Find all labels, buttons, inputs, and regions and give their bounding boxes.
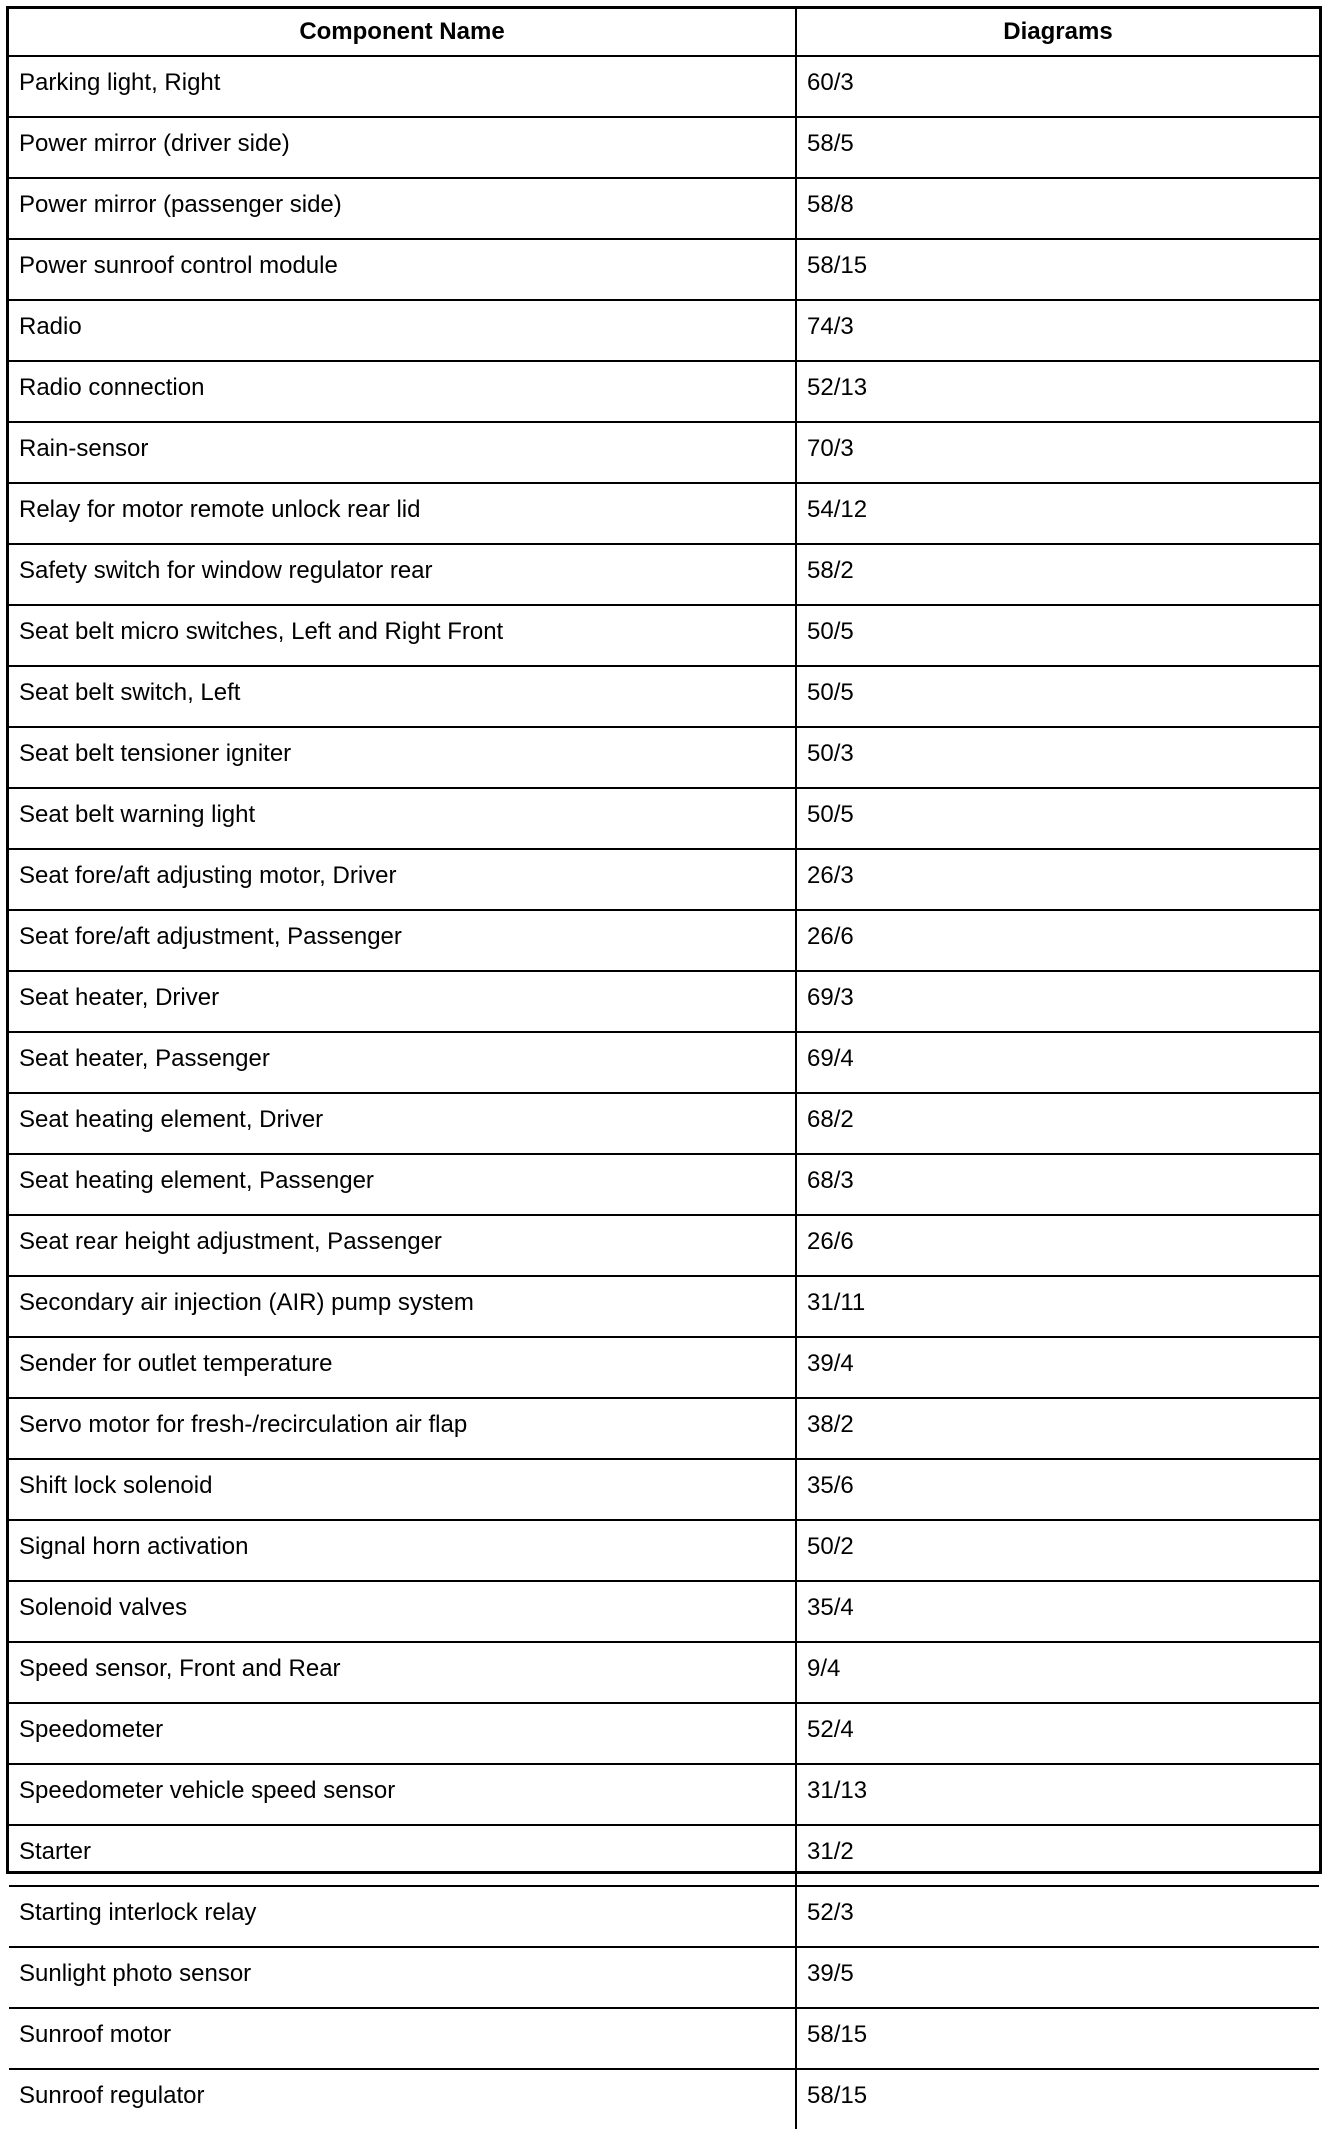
diagram-ref-cell: 58/2 — [796, 544, 1319, 605]
table-row — [9, 239, 1319, 300]
diagram-ref-cell: 52/3 — [796, 1886, 1319, 1947]
diagram-ref-cell: 31/2 — [796, 1825, 1319, 1886]
component-name-cell: Sunroof motor — [9, 2008, 796, 2069]
table-row — [9, 178, 1319, 239]
diagram-ref-cell: 39/4 — [796, 1337, 1319, 1398]
table-row — [9, 300, 1319, 361]
component-diagram-table-container — [6, 6, 1322, 2109]
table-row — [9, 605, 1319, 666]
diagram-ref-cell: 58/8 — [796, 178, 1319, 239]
table-row — [9, 483, 1319, 544]
diagram-ref-cell: 35/6 — [796, 1459, 1319, 1520]
table-row — [9, 361, 1319, 422]
table-row — [9, 1276, 1319, 1337]
table-row — [9, 788, 1319, 849]
table-row — [9, 422, 1319, 483]
diagram-ref-cell: 69/3 — [796, 971, 1319, 1032]
diagram-ref-cell: 50/3 — [796, 727, 1319, 788]
component-name-cell: Seat belt warning light — [9, 788, 796, 849]
diagram-ref-cell: 39/5 — [796, 1947, 1319, 2008]
component-name-cell: Starting interlock relay — [9, 1886, 796, 1947]
component-name-cell: Speedometer — [9, 1703, 796, 1764]
diagram-ref-cell: 54/12 — [796, 483, 1319, 544]
component-name-cell: Power mirror (driver side) — [9, 117, 796, 178]
component-name-cell: Signal horn activation — [9, 1520, 796, 1581]
component-name-cell: Power mirror (passenger side) — [9, 178, 796, 239]
component-name-cell: Safety switch for window regulator rear — [9, 544, 796, 605]
table-row — [9, 1398, 1319, 1459]
table-row — [9, 1093, 1319, 1154]
diagram-ref-cell: 68/3 — [796, 1154, 1319, 1215]
table-row — [9, 2069, 1319, 2129]
diagram-ref-cell: 52/4 — [796, 1703, 1319, 1764]
component-name-cell: Starter — [9, 1825, 796, 1886]
diagram-ref-cell: 68/2 — [796, 1093, 1319, 1154]
component-name-cell: Seat heating element, Passenger — [9, 1154, 796, 1215]
table-row — [9, 1886, 1319, 1947]
diagram-ref-cell: 31/13 — [796, 1764, 1319, 1825]
component-name-cell: Parking light, Right — [9, 56, 796, 117]
table-row — [9, 1581, 1319, 1642]
diagram-ref-cell: 26/6 — [796, 910, 1319, 971]
table-row — [9, 56, 1319, 117]
diagram-ref-cell: 9/4 — [796, 1642, 1319, 1703]
component-name-cell: Seat rear height adjustment, Passenger — [9, 1215, 796, 1276]
table-body — [9, 56, 1319, 2129]
table-row — [9, 1825, 1319, 1886]
diagram-ref-cell: 31/11 — [796, 1276, 1319, 1337]
column-header-diagrams: Diagrams — [796, 9, 1319, 56]
diagram-ref-cell: 50/5 — [796, 666, 1319, 727]
diagram-ref-cell: 58/15 — [796, 239, 1319, 300]
table-row — [9, 117, 1319, 178]
component-name-cell: Rain-sensor — [9, 422, 796, 483]
table-row — [9, 666, 1319, 727]
table-row — [9, 2008, 1319, 2069]
component-name-cell: Seat belt micro switches, Left and Right Front — [9, 605, 796, 666]
component-name-cell: Radio — [9, 300, 796, 361]
component-name-cell: Power sunroof control module — [9, 239, 796, 300]
diagram-ref-cell: 50/2 — [796, 1520, 1319, 1581]
table-row — [9, 1215, 1319, 1276]
column-header-component-name: Component Name — [9, 9, 796, 56]
table-row — [9, 971, 1319, 1032]
table-row — [9, 727, 1319, 788]
diagram-ref-cell: 35/4 — [796, 1581, 1319, 1642]
table-row — [9, 1032, 1319, 1093]
component-name-cell: Seat heater, Driver — [9, 971, 796, 1032]
table-row — [9, 910, 1319, 971]
component-name-cell: Radio connection — [9, 361, 796, 422]
diagram-ref-cell: 38/2 — [796, 1398, 1319, 1459]
component-diagram-table — [9, 9, 1319, 2129]
diagram-ref-cell: 50/5 — [796, 605, 1319, 666]
component-name-cell: Shift lock solenoid — [9, 1459, 796, 1520]
table-row — [9, 849, 1319, 910]
table-row — [9, 1947, 1319, 2008]
table-row — [9, 1154, 1319, 1215]
diagram-ref-cell: 52/13 — [796, 361, 1319, 422]
component-name-cell: Relay for motor remote unlock rear lid — [9, 483, 796, 544]
table-row — [9, 1642, 1319, 1703]
table-header-row — [9, 9, 1319, 56]
component-name-cell: Seat fore/aft adjusting motor, Driver — [9, 849, 796, 910]
component-name-cell: Speedometer vehicle speed sensor — [9, 1764, 796, 1825]
table-row — [9, 1459, 1319, 1520]
table-row — [9, 1703, 1319, 1764]
diagram-ref-cell: 69/4 — [796, 1032, 1319, 1093]
table-row — [9, 544, 1319, 605]
component-name-cell: Sender for outlet temperature — [9, 1337, 796, 1398]
diagram-ref-cell: 50/5 — [796, 788, 1319, 849]
table-row — [9, 1764, 1319, 1825]
diagram-ref-cell: 58/15 — [796, 2008, 1319, 2069]
diagram-ref-cell: 60/3 — [796, 56, 1319, 117]
component-name-cell: Sunlight photo sensor — [9, 1947, 796, 2008]
component-name-cell: Solenoid valves — [9, 1581, 796, 1642]
component-name-cell: Speed sensor, Front and Rear — [9, 1642, 796, 1703]
component-name-cell: Sunroof regulator — [9, 2069, 796, 2129]
component-name-cell: Seat belt switch, Left — [9, 666, 796, 727]
diagram-ref-cell: 58/5 — [796, 117, 1319, 178]
diagram-ref-cell: 26/3 — [796, 849, 1319, 910]
table-row — [9, 1520, 1319, 1581]
diagram-ref-cell: 58/15 — [796, 2069, 1319, 2129]
component-name-cell: Seat heater, Passenger — [9, 1032, 796, 1093]
component-name-cell: Servo motor for fresh-/recirculation air flap — [9, 1398, 796, 1459]
diagram-ref-cell: 26/6 — [796, 1215, 1319, 1276]
diagram-ref-cell: 70/3 — [796, 422, 1319, 483]
component-name-cell: Seat heating element, Driver — [9, 1093, 796, 1154]
table-row — [9, 1337, 1319, 1398]
diagram-ref-cell: 74/3 — [796, 300, 1319, 361]
component-name-cell: Seat belt tensioner igniter — [9, 727, 796, 788]
component-name-cell: Secondary air injection (AIR) pump system — [9, 1276, 796, 1337]
component-name-cell: Seat fore/aft adjustment, Passenger — [9, 910, 796, 971]
